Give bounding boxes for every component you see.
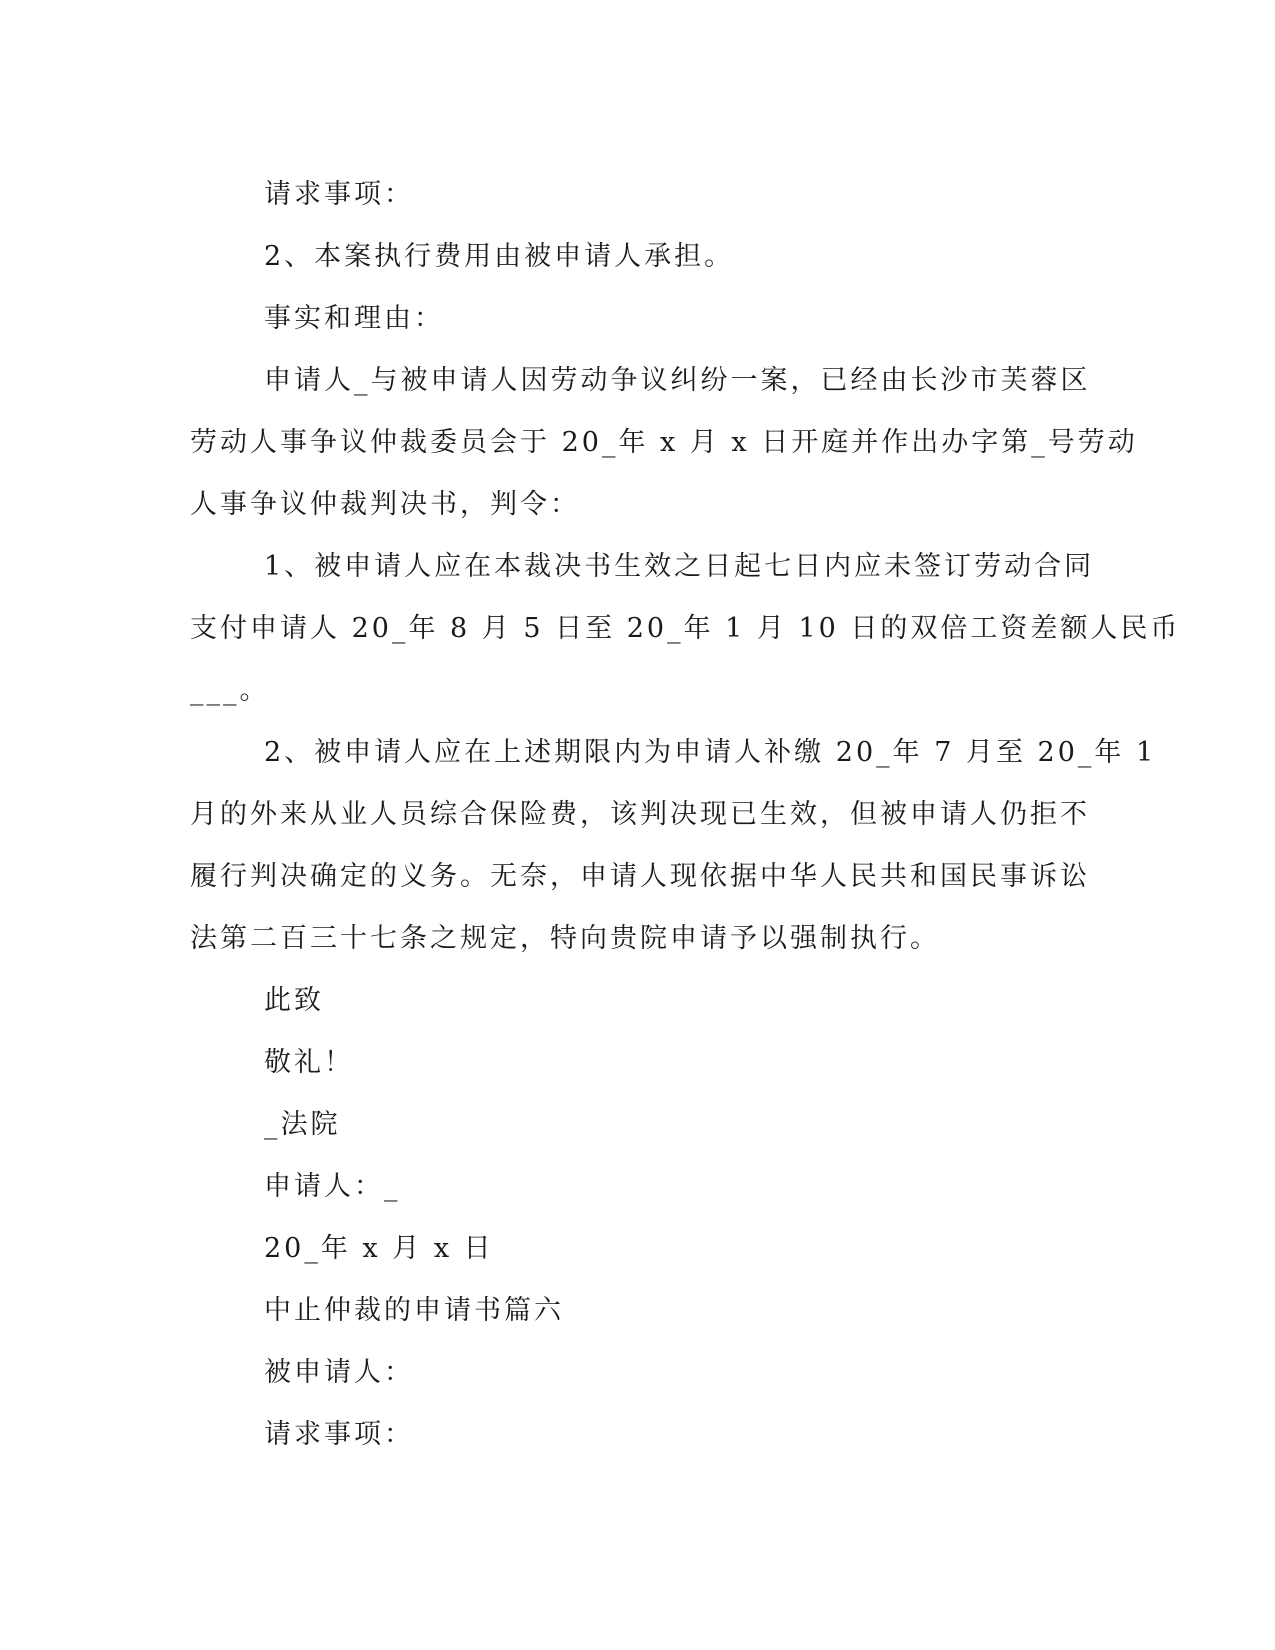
text-line: 请求事项：	[264, 179, 414, 210]
section-heading: 中止仲裁的申请书篇六	[264, 1295, 564, 1326]
text-line: 敬礼！	[264, 1047, 354, 1078]
text-line: 2、本案执行费用由被申请人承担。	[264, 241, 735, 272]
text-line: 事实和理由：	[264, 303, 444, 334]
text-line: 月的外来从业人员综合保险费，该判决现已生效，但被申请人仍拒不	[190, 799, 1090, 830]
document-body	[190, 164, 1181, 1466]
text-line: 1、被申请人应在本裁决书生效之日起七日内应未签订劳动合同	[264, 551, 1095, 582]
text-line: 劳动人事争议仲裁委员会于 20_年 x 月 x 日开庭并作出办字第_号劳动	[190, 427, 1138, 458]
text-line: 支付申请人 20_年 8 月 5 日至 20_年 1 月 10 日的双倍工资差额人民币	[190, 613, 1181, 644]
text-line: _法院	[264, 1109, 341, 1140]
text-line: 请求事项：	[264, 1419, 414, 1450]
text-line: 2、被申请人应在上述期限内为申请人补缴 20_年 7 月至 20_年 1	[264, 737, 1157, 768]
text-line: 法第二百三十七条之规定，特向贵院申请予以强制执行。	[190, 923, 940, 954]
text-line: 申请人_与被申请人因劳动争议纠纷一案，已经由长沙市芙蓉区	[264, 365, 1091, 396]
text-line: 申请人：_	[264, 1171, 401, 1202]
text-line: 被申请人：	[264, 1357, 414, 1388]
text-line: 20_年 x 月 x 日	[264, 1233, 494, 1264]
text-line: ___。	[190, 675, 270, 706]
text-line: 人事争议仲裁判决书，判令：	[190, 489, 580, 520]
text-line: 履行判决确定的义务。无奈，申请人现依据中华人民共和国民事诉讼	[190, 861, 1090, 892]
text-line: 此致	[264, 985, 324, 1016]
